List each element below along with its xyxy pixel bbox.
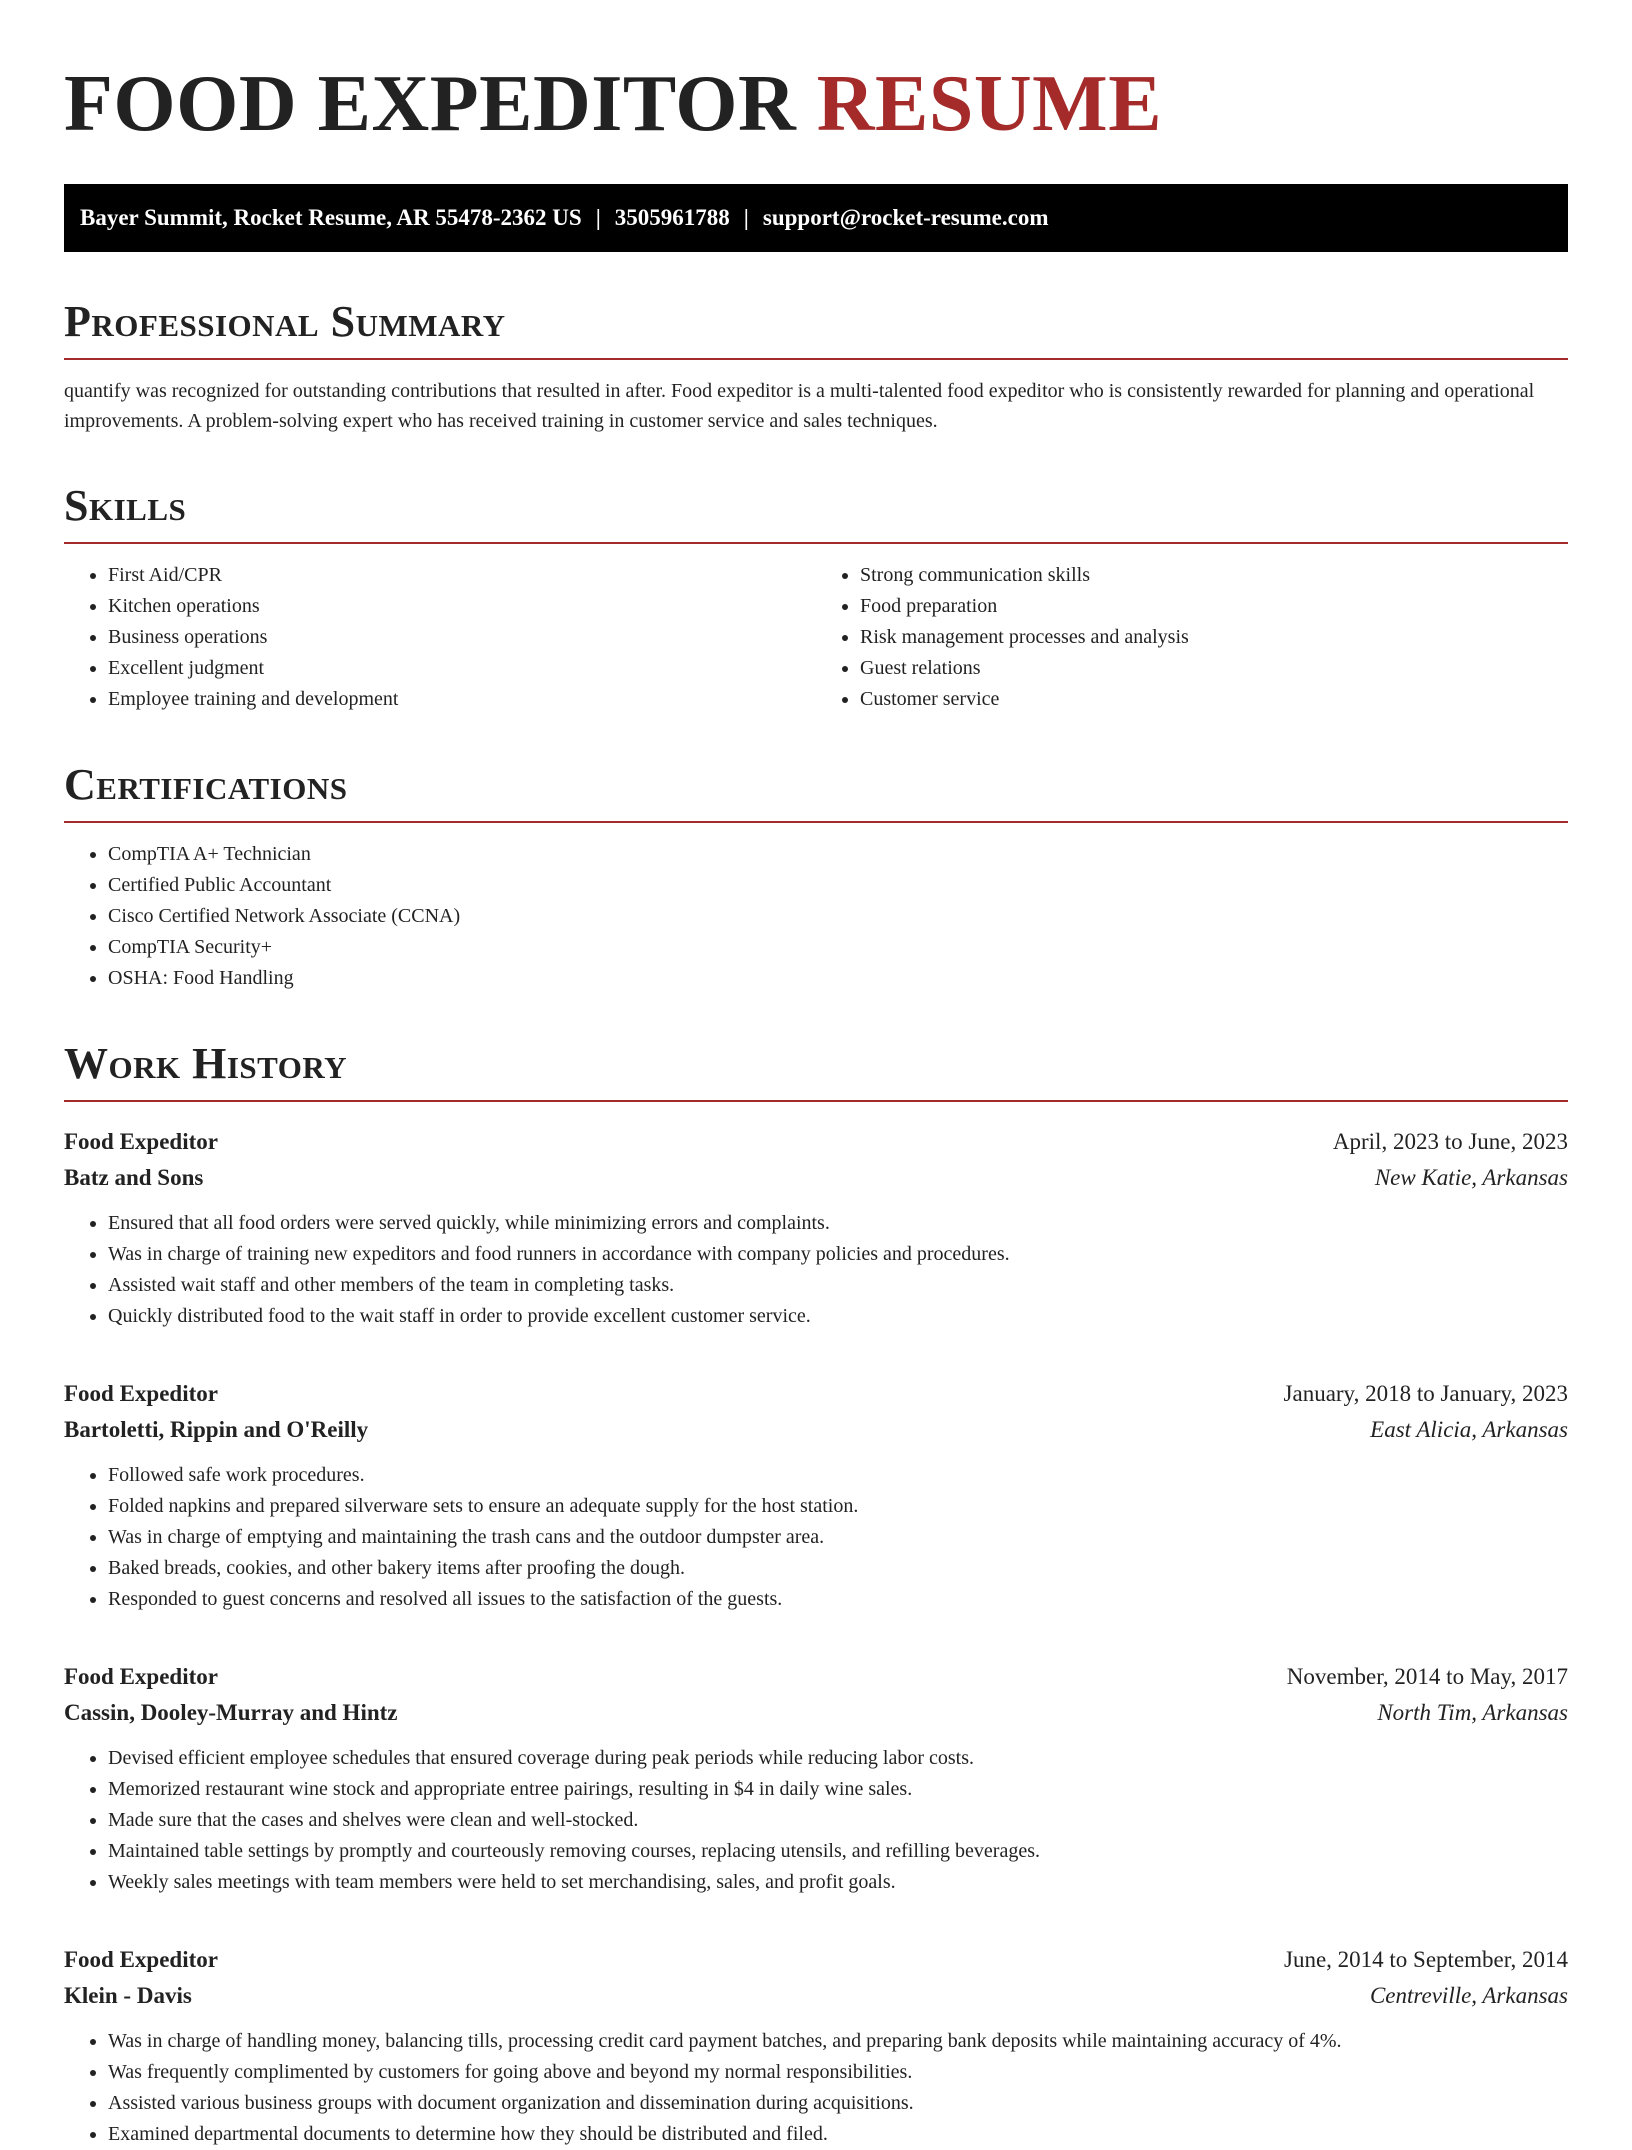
job-duty: • Assisted various business groups with document organization and dissemination during acquisitions. — [108, 2088, 1568, 2119]
skill-item: • Kitchen operations — [108, 591, 816, 622]
contact-separator: | — [595, 205, 601, 230]
section-divider — [64, 821, 1568, 823]
job-duty: • Folded napkins and prepared silverware sets to ensure an adequate supply for the host station. — [108, 1491, 1568, 1522]
job-dates: April, 2023 to June, 2023 — [1332, 1129, 1568, 1154]
job-location: Centreville, Arkansas — [1369, 1983, 1568, 2008]
job-duty: • Memorized restaurant wine stock and appropriate entree pairings, resulting in $4 in daily wine sales. — [108, 1774, 1568, 1805]
certifications-heading: Certifications — [64, 760, 348, 809]
skill-item: • Business operations — [108, 622, 816, 653]
job-entry — [64, 1659, 1568, 1898]
job-company-row — [64, 1695, 1568, 1731]
job-title: Food Expeditor — [64, 1129, 218, 1154]
job-duty: • Weekly sales meetings with team members were held to set merchandising, sales, and profit goals. — [108, 1867, 1568, 1898]
job-dates: November, 2014 to May, 2017 — [1286, 1664, 1568, 1689]
job-duties-list — [64, 1743, 1568, 1898]
work-history-heading: Work History — [64, 1039, 348, 1088]
section-divider — [64, 542, 1568, 544]
contact-bar — [64, 184, 1568, 252]
job-entry — [64, 1942, 1568, 2150]
section-divider — [64, 1100, 1568, 1102]
skill-item: • Customer service — [860, 684, 1568, 715]
job-duties-list — [64, 1460, 1568, 1615]
title-main: FOOD EXPEDITOR — [64, 60, 797, 148]
job-duty: • Devised efficient employee schedules that ensured coverage during peak periods while reducing labor costs. — [108, 1743, 1568, 1774]
job-dates: June, 2014 to September, 2014 — [1284, 1947, 1568, 1972]
certification-item: • CompTIA Security+ — [108, 932, 1568, 963]
skills-grid — [64, 560, 1568, 715]
summary-heading: Professional Summary — [64, 297, 506, 346]
skills-list-right — [816, 560, 1568, 715]
job-company: Cassin, Dooley-Murray and Hintz — [64, 1700, 398, 1725]
skill-item: • Guest relations — [860, 653, 1568, 684]
skills-list-left — [64, 560, 816, 715]
job-header-row — [64, 1659, 1568, 1695]
job-header-row — [64, 1124, 1568, 1160]
job-dates: January, 2018 to January, 2023 — [1283, 1381, 1568, 1406]
job-duty: • Responded to guest concerns and resolved all issues to the satisfaction of the guests. — [108, 1584, 1568, 1615]
job-company-row — [64, 1160, 1568, 1196]
job-duty: • Was frequently complimented by customers for going above and beyond my normal responsibilities. — [108, 2057, 1568, 2088]
skill-item: • Excellent judgment — [108, 653, 816, 684]
job-location: North Tim, Arkansas — [1377, 1700, 1568, 1725]
job-entry — [64, 1124, 1568, 1332]
skill-item: • Employee training and development — [108, 684, 816, 715]
job-company-row — [64, 1978, 1568, 2014]
job-location: East Alicia, Arkansas — [1370, 1417, 1568, 1442]
job-company: Klein - Davis — [64, 1983, 192, 2008]
contact-email: support@rocket-resume.com — [762, 205, 1049, 230]
certifications-list — [64, 839, 1568, 994]
job-title: Food Expeditor — [64, 1664, 218, 1689]
job-duty: • Followed safe work procedures. — [108, 1460, 1568, 1491]
skill-item: • Food preparation — [860, 591, 1568, 622]
job-duty: • Baked breads, cookies, and other bakery items after proofing the dough. — [108, 1553, 1568, 1584]
summary-section — [64, 296, 1568, 436]
job-duty: • Examined departmental documents to determine how they should be distributed and filed. — [108, 2119, 1568, 2150]
skill-item: • Strong communication skills — [860, 560, 1568, 591]
resume-title — [64, 58, 1568, 150]
job-duty: • Ensured that all food orders were served quickly, while minimizing errors and complaints. — [108, 1208, 1568, 1239]
skill-item: • First Aid/CPR — [108, 560, 816, 591]
certification-item: • Certified Public Accountant — [108, 870, 1568, 901]
job-duty: • Was in charge of training new expeditors and food runners in accordance with company policies and procedures. — [108, 1239, 1568, 1270]
certification-item: • OSHA: Food Handling — [108, 963, 1568, 994]
work-history-section — [64, 1038, 1568, 2150]
job-duty: • Made sure that the cases and shelves were clean and well-stocked. — [108, 1805, 1568, 1836]
job-duty: • Was in charge of handling money, balancing tills, processing credit card payment batches, and preparing bank deposits while maintaining accuracy of 4%. — [108, 2026, 1568, 2057]
job-title: Food Expeditor — [64, 1947, 218, 1972]
job-company: Bartoletti, Rippin and O'Reilly — [64, 1417, 369, 1442]
job-title: Food Expeditor — [64, 1381, 218, 1406]
certification-item: • Cisco Certified Network Associate (CCNA) — [108, 901, 1568, 932]
skills-heading: Skills — [64, 481, 187, 530]
contact-separator: | — [743, 205, 749, 230]
certifications-section — [64, 759, 1568, 994]
job-duty: • Assisted wait staff and other members of the team in completing tasks. — [108, 1270, 1568, 1301]
job-duty: • Was in charge of emptying and maintaining the trash cans and the outdoor dumpster area. — [108, 1522, 1568, 1553]
job-duty: • Maintained table settings by promptly and courteously removing courses, replacing utensils, and refilling beverages. — [108, 1836, 1568, 1867]
job-entry — [64, 1376, 1568, 1615]
title-accent: RESUME — [816, 60, 1163, 148]
summary-text: quantify was recognized for outstanding contributions that resulted in after. Food expeditor is a multi-talented food expeditor who is consistently rewarded for planning and operational improvements. A problem-solving expert who has received training in customer service and sales techniques. — [64, 380, 1535, 432]
job-company-row — [64, 1412, 1568, 1448]
job-duties-list — [64, 1208, 1568, 1332]
job-location: New Katie, Arkansas — [1374, 1165, 1568, 1190]
job-header-row — [64, 1942, 1568, 1978]
skills-section — [64, 480, 1568, 715]
section-divider — [64, 358, 1568, 360]
contact-address: Bayer Summit, Rocket Resume, AR 55478-2362 US — [80, 205, 582, 230]
certification-item: • CompTIA A+ Technician — [108, 839, 1568, 870]
job-header-row — [64, 1376, 1568, 1412]
job-duty: • Quickly distributed food to the wait staff in order to provide excellent customer service. — [108, 1301, 1568, 1332]
job-company: Batz and Sons — [64, 1165, 204, 1190]
contact-phone: 3505961788 — [614, 205, 730, 230]
skill-item: • Risk management processes and analysis — [860, 622, 1568, 653]
job-duties-list — [64, 2026, 1568, 2150]
